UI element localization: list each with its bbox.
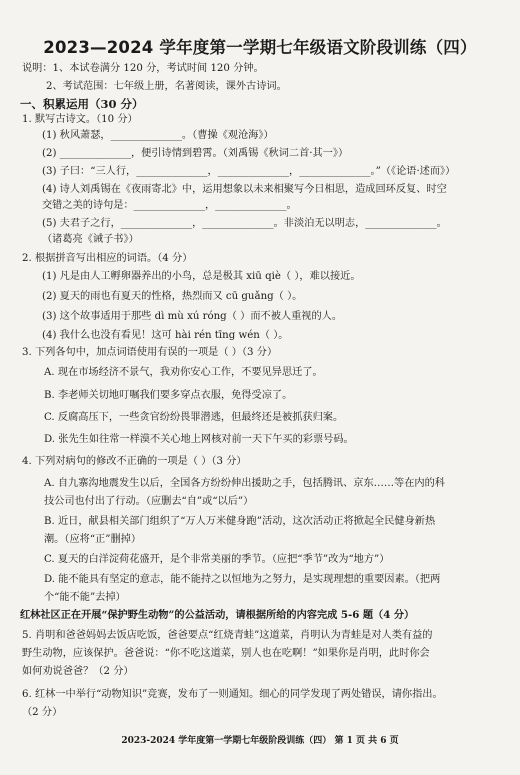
section-heading: 一、积累运用（30 分） [20, 97, 144, 111]
question-4-option-a: A. 自九寨沟地震发生以后，全国各方纷纷伸出援助之手，包括腾讯、京东……等在内的科 [44, 478, 445, 489]
question-4-option-a-cont: 技公司也付出了行动。（应删去“自”或“以后”） [44, 496, 254, 507]
question-2-item: (4) 我什么也没有看见！这可 hài rén tīng wén（ ）。 [42, 330, 289, 341]
question-2-item: (1) 凡是由人工孵卵器养出的小鸟，总是极其 xiū qiè（ ），难以接近。 [42, 271, 361, 282]
question-1-item: (2) ______________，便引诗情到碧霄。（刘禹锡《秋词二首·其一》） [42, 148, 349, 159]
question-6-line: 6. 红林一中举行“动物知识”竞赛，发布了一则通知。细心的同学发现了两处错误，请你指出。 [22, 689, 443, 700]
question-5-line: 5. 肖明和爸爸妈妈去饭店吃饭，爸爸要点“红烧青蛙”这道菜，肖明认为青蛙是对人类有益的 [22, 630, 433, 641]
question-5-line: 如何劝说爸爸？（2 分） [22, 666, 134, 677]
question-2-item: (3) 这个故事适用于那些 dì mù xú róng（ ）而不被人重视的人。 [42, 311, 343, 322]
question-3-option-b: B. 李老师关切地叮嘱我们要多穿点衣服，免得受凉了。 [44, 390, 293, 401]
question-4-option-b: B. 近日，献县相关部门组织了“万人万米健身跑”活动，这次活动正将掀起全民健身新热 [44, 516, 436, 527]
activity-intro: 红林社区正在开展“保护野生动物”的公益活动，请根据所给的内容完成 5-6 题（4 分） [20, 609, 415, 621]
question-4-heading: 4. 下列对病句的修改不正确的一项是（ ）（3 分） [22, 456, 247, 467]
question-1-heading: 1. 默写古诗文。（10 分） [22, 114, 138, 125]
question-3-heading: 3. 下列各句中，加点词语使用有误的一项是（ ）（3 分） [22, 347, 278, 358]
question-1-item: 交错之美的诗句是：______________，______________。 [42, 200, 297, 211]
question-5-line: 野生动物，应该保护。爸爸说：“你不吃这道菜，别人也在吃啊！”如果你是肖明，此时你会 [22, 648, 430, 659]
instruction-line-2: 2、考试范围：七年级上册，名著阅读，课外古诗词。 [46, 81, 287, 92]
exam-title: 2023—2024 学年度第一学期七年级语文阶段训练（四） [43, 38, 477, 57]
question-2-heading: 2. 根据拼音写出相应的词语。（4 分） [22, 253, 193, 264]
question-4-option-d: D. 能不能具有坚定的意志，能不能持之以恒地为之努力，是实现理想的重要因素。（把两 [44, 574, 441, 585]
question-4-option-b-cont: 潮。（应将“正”删掉） [44, 534, 142, 545]
question-3-option-a: A. 现在市场经济不景气，我劝你安心工作，不要见异思迁了。 [44, 367, 323, 378]
instruction-line-1: 说明：1、本试卷满分 120 分，考试时间 120 分钟。 [22, 63, 264, 74]
question-1-item: (3) 子曰：“三人行，______________，______________，______________。”（《论语·述而》） [42, 166, 456, 177]
question-6-line: （2 分） [22, 707, 63, 718]
question-1-item: (1) 秋风萧瑟，______________。（曹操《观沧海》） [42, 130, 274, 141]
question-1-item: (5) 夫君子之行，______________，______________。非淡泊无以明志，______________。 [42, 218, 447, 229]
question-1-item: （诸葛亮《诫子书》） [42, 234, 139, 245]
question-2-item: (2) 夏天的雨也有夏天的性格，热烈而又 cū guǎng（ ）。 [42, 291, 303, 302]
question-3-option-d: D. 张先生如往常一样漠不关心地上网核对前一天下午买的彩票号码。 [44, 434, 354, 445]
question-3-option-c: C. 反腐高压下，一些贪官纷纷畏罪潜逃，但最终还是被抓获归案。 [44, 412, 344, 423]
page-footer: 2023-2024 学年度第一学期七年级阶段训练（四） 第 1 页 共 6 页 [121, 736, 399, 746]
question-4-option-d-cont: 个“能不能”去掉） [44, 592, 126, 603]
question-4-option-c: C. 夏天的白洋淀荷花盛开，是个非常美丽的季节。（应把“季节”改为“地方”） [44, 554, 390, 565]
question-1-item: (4) 诗人刘禹锡在《夜雨寄北》中，运用想象以未来相聚写今日相思，造成回环反复、时空 [42, 184, 447, 195]
